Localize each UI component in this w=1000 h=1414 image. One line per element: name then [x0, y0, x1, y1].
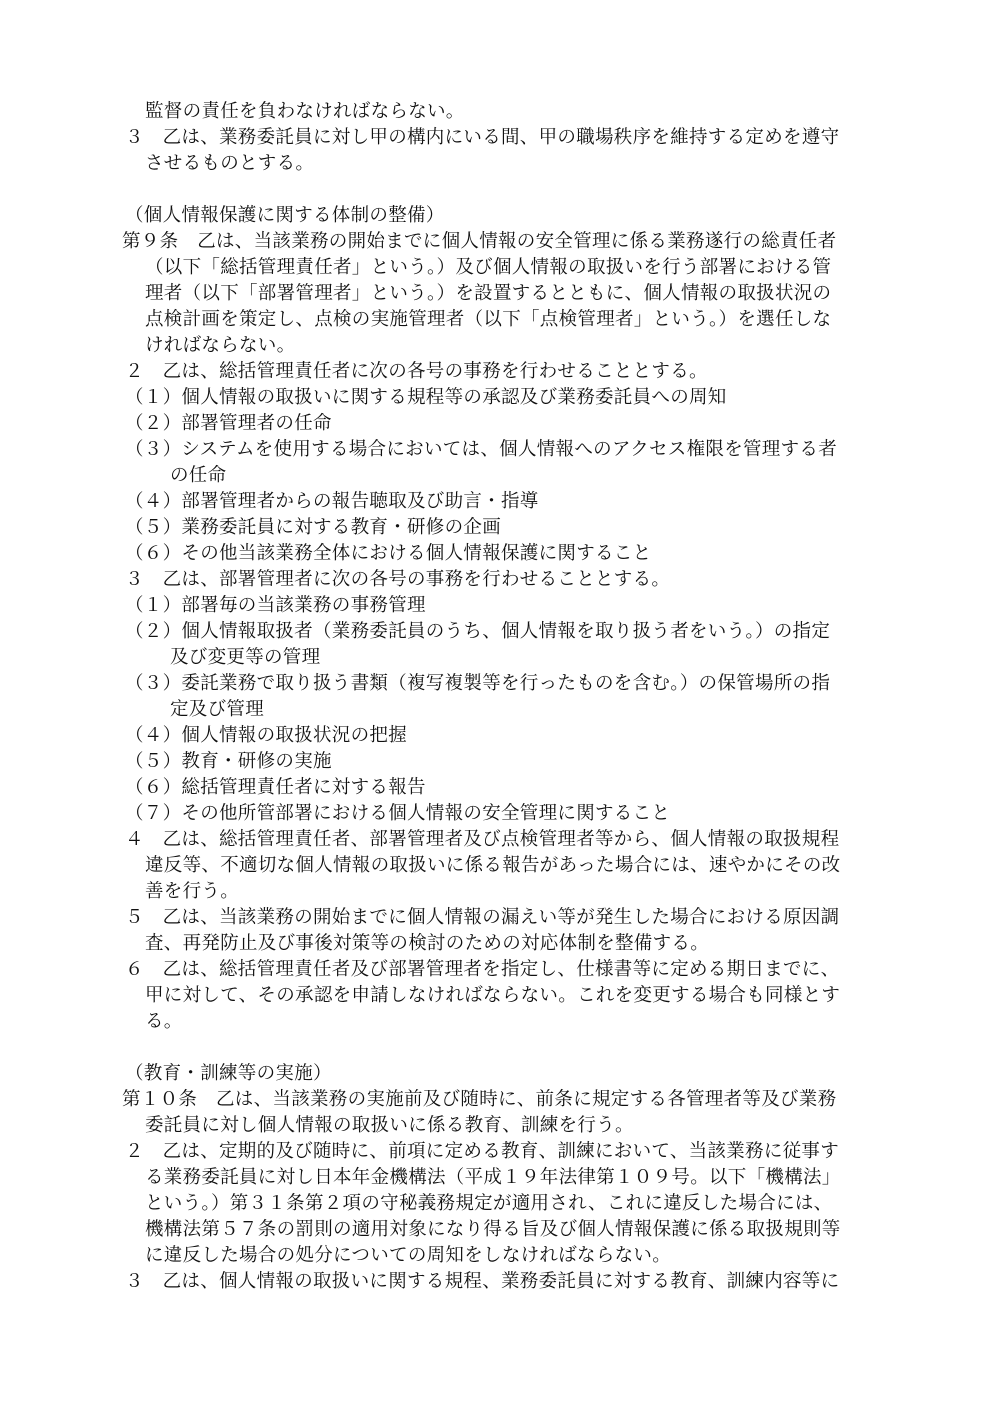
text-line: ２ 乙は、総括管理責任者に次の各号の事務を行わせることとする。: [125, 361, 708, 382]
text-line: ２ 乙は、定期的及び随時に、前項に定める教育、訓練において、当該業務に従事す: [125, 1141, 840, 1162]
text-line: ３ 乙は、部署管理者に次の各号の事務を行わせることとする。: [125, 569, 671, 590]
text-line: ３ 乙は、個人情報の取扱いに関する規程、業務委託員に対する教育、訓練内容等に: [125, 1271, 840, 1292]
list-item: （１）個人情報の取扱いに関する規程等の承認及び業務委託員への周知: [125, 387, 727, 408]
section-heading: （個人情報保護に関する体制の整備）: [125, 205, 445, 226]
text-line: 理者（以下「部署管理者」という。）を設置するとともに、個人情報の取扱状況の: [145, 283, 832, 304]
text-line: 委託員に対し個人情報の取扱いに係る教育、訓練を行う。: [145, 1115, 634, 1136]
section-heading: （教育・訓練等の実施）: [125, 1063, 332, 1084]
list-item: （７）その他所管部署における個人情報の安全管理に関すること: [125, 803, 671, 824]
list-item: （４）個人情報の取扱状況の把握: [125, 725, 408, 746]
list-item: （２）個人情報取扱者（業務委託員のうち、個人情報を取り扱う者をいう。）の指定: [125, 621, 831, 642]
text-line: 査、再発防止及び事後対策等の検討のための対応体制を整備する。: [145, 933, 710, 954]
list-item: （１）部署毎の当該業務の事務管理: [125, 595, 426, 616]
article-9-line: 第９条 乙は、当該業務の開始までに個人情報の安全管理に係る業務遂行の総責任者: [122, 231, 837, 252]
text-line: ければならない。: [145, 335, 296, 356]
list-item-continuation: の任命: [170, 465, 227, 486]
text-line: ５ 乙は、当該業務の開始までに個人情報の漏えい等が発生した場合における原因調: [125, 907, 840, 928]
text-line: （以下「総括管理責任者」という。）及び個人情報の取扱いを行う部署における管: [145, 257, 832, 278]
list-item: （３）システムを使用する場合においては、個人情報へのアクセス権限を管理する者: [125, 439, 837, 460]
text-line: る業務委託員に対し日本年金機構法（平成１９年法律第１０９号。以下「機構法」: [145, 1167, 841, 1188]
list-item: （６）総括管理責任者に対する報告: [125, 777, 426, 798]
text-line: 善を行う。: [145, 881, 240, 902]
text-line: 甲に対して、その承認を申請しなければならない。これを変更する場合も同様とす: [145, 985, 841, 1006]
article-10-line: 第１０条 乙は、当該業務の実施前及び随時に、前条に規定する各管理者等及び業務: [122, 1089, 837, 1110]
text-line: させるものとする。: [145, 153, 315, 174]
list-item-continuation: 及び変更等の管理: [170, 647, 321, 668]
text-line: に違反した場合の処分についての周知をしなければならない。: [145, 1245, 672, 1266]
text-line: ３ 乙は、業務委託員に対し甲の構内にいる間、甲の職場秩序を維持する定めを遵守: [125, 127, 840, 148]
text-line: 違反等、不適切な個人情報の取扱いに係る報告があった場合には、速やかにその改: [145, 855, 841, 876]
text-line: ４ 乙は、総括管理責任者、部署管理者及び点検管理者等から、個人情報の取扱規程: [125, 829, 840, 850]
text-line: ６ 乙は、総括管理責任者及び部署管理者を指定し、仕様書等に定める期日までに、: [125, 959, 840, 980]
text-line: 点検計画を策定し、点検の実施管理者（以下「点検管理者」という。）を選任しな: [145, 309, 832, 330]
list-item: （５）業務委託員に対する教育・研修の企画: [125, 517, 502, 538]
list-item: （３）委託業務で取り扱う書類（複写複製等を行ったものを含む。）の保管場所の指: [125, 673, 831, 694]
list-item: （４）部署管理者からの報告聴取及び助言・指導: [125, 491, 539, 512]
text-line: 機構法第５７条の罰則の適用対象になり得る旨及び個人情報保護に係る取扱規則等: [145, 1219, 841, 1240]
list-item: （２）部署管理者の任命: [125, 413, 332, 434]
text-line: る。: [145, 1011, 183, 1032]
list-item: （６）その他当該業務全体における個人情報保護に関すること: [125, 543, 652, 564]
text-line: という。）第３１条第２項の守秘義務規定が適用され、これに違反した場合には、: [145, 1193, 833, 1214]
text-line: 監督の責任を負わなければならない。: [145, 101, 465, 122]
list-item: （５）教育・研修の実施: [125, 751, 332, 772]
list-item-continuation: 定及び管理: [170, 699, 265, 720]
